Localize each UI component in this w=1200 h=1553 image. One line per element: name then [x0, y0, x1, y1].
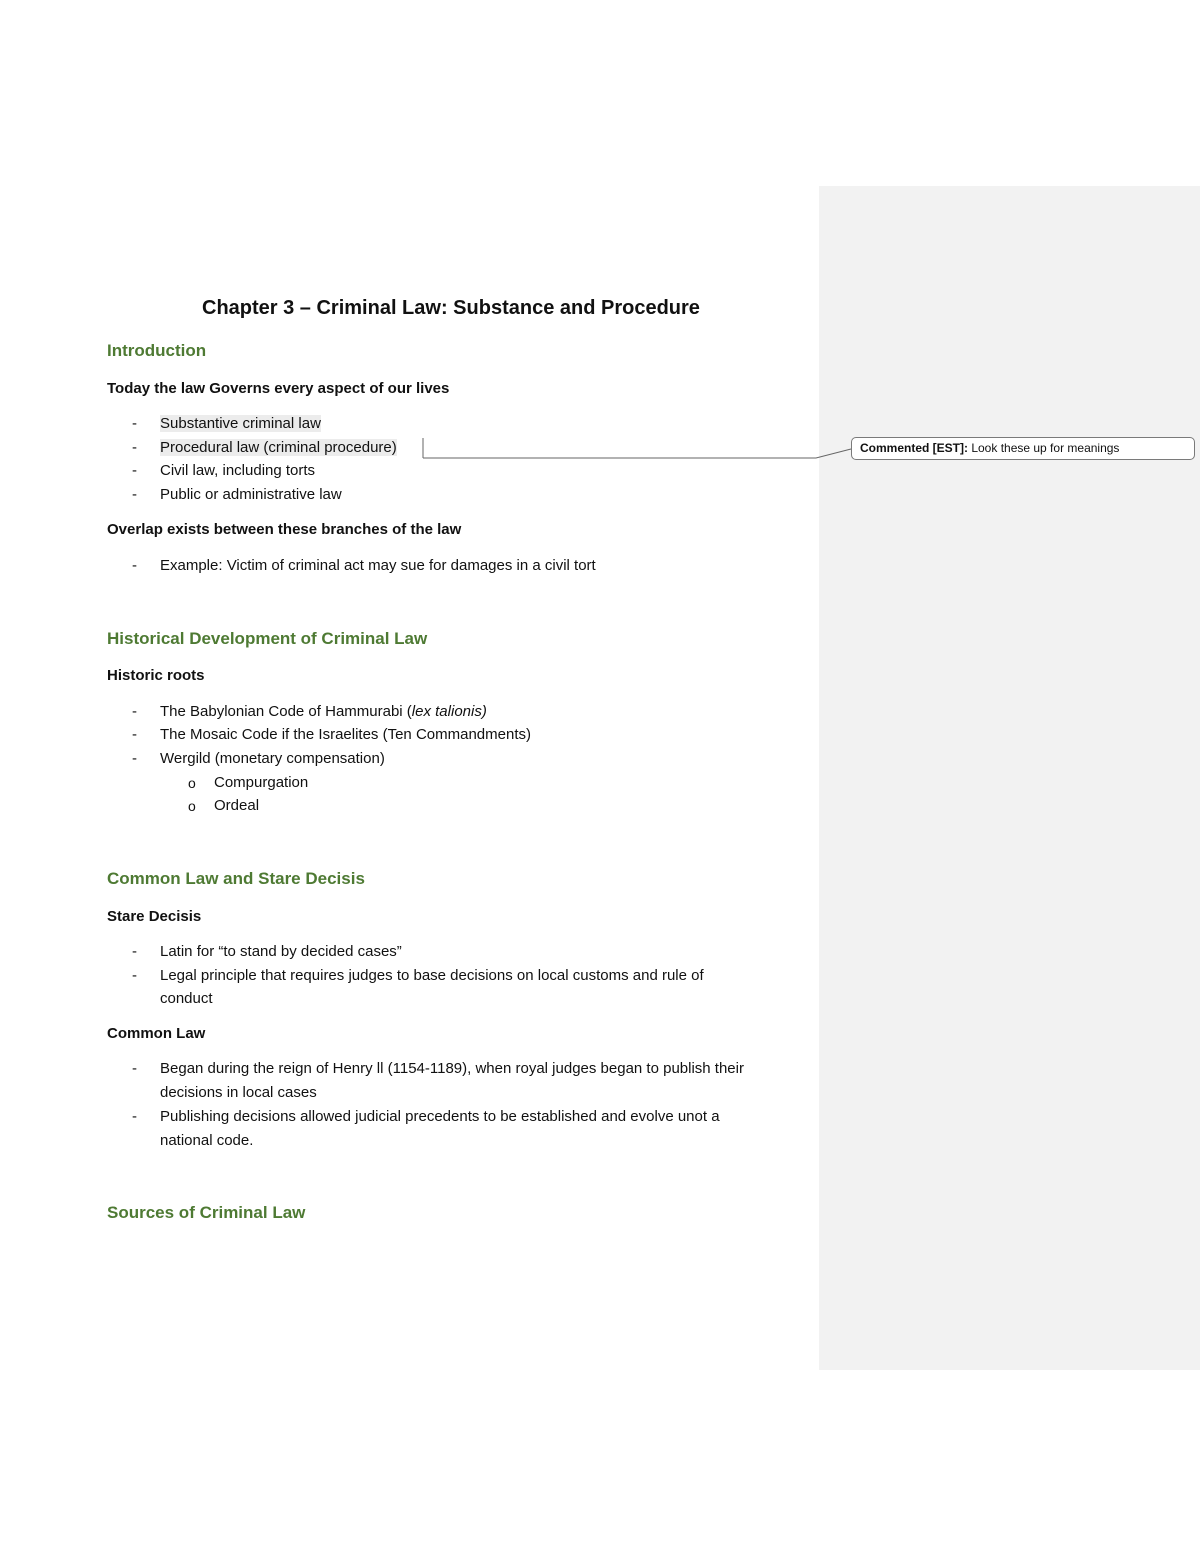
list-item-substantive: Substantive criminal law — [160, 415, 321, 432]
list-item-civil: Civil law, including torts — [160, 462, 316, 479]
list-dash: - — [132, 439, 137, 456]
list-item-publishing: Publishing decisions allowed judicial precedents to be established and evolve unot a — [160, 1108, 720, 1125]
common-law-paragraph: Common Law — [107, 1025, 206, 1042]
hammurabi-text: The Babylonian Code of Hammurabi ( — [160, 703, 412, 720]
sublist-bullet: o — [188, 798, 196, 814]
sublist-item-ordeal: Ordeal — [214, 797, 260, 814]
list-dash: - — [132, 486, 137, 503]
heading-sources: Sources of Criminal Law — [107, 1203, 306, 1222]
heading-common-law: Common Law and Stare Decisis — [107, 869, 365, 888]
lex-talionis: lex talionis) — [411, 703, 487, 720]
list-item-legal-principle-cont: conduct — [160, 990, 213, 1007]
heading-introduction: Introduction — [107, 341, 207, 360]
list-dash: - — [132, 1060, 137, 1077]
list-item-legal-principle: Legal principle that requires judges to base decisions on local customs and rule of — [160, 967, 704, 984]
list-dash: - — [132, 703, 137, 720]
list-item-mosaic: The Mosaic Code if the Israelites (Ten Commandments) — [160, 726, 531, 743]
sublist-item-compurgation: Compurgation — [214, 774, 309, 791]
list-item-procedural: Procedural law (criminal procedure) — [160, 439, 397, 456]
comment-balloon[interactable] — [851, 437, 1195, 460]
historic-roots-paragraph: Historic roots — [107, 667, 205, 684]
list-item-henry-cont: decisions in local cases — [160, 1084, 317, 1101]
list-item-hammurabi — [160, 703, 487, 720]
list-item-wergild: Wergild (monetary compensation) — [160, 750, 385, 767]
heading-historical: Historical Development of Criminal Law — [107, 629, 428, 648]
comment-text: Look these up for meanings — [968, 441, 1120, 455]
page-title: Chapter 3 – Criminal Law: Substance and Procedure — [202, 297, 700, 319]
list-dash: - — [132, 750, 137, 767]
list-dash: - — [132, 943, 137, 960]
list-dash: - — [132, 557, 137, 574]
list-item-publishing-cont: national code. — [160, 1132, 254, 1149]
list-item-henry: Began during the reign of Henry ll (1154-1189), when royal judges began to publish their — [160, 1060, 744, 1077]
list-dash: - — [132, 462, 137, 479]
list-item-public: Public or administrative law — [160, 486, 342, 503]
list-item-example: Example: Victim of criminal act may sue for damages in a civil tort — [160, 557, 596, 574]
list-dash: - — [132, 967, 137, 984]
list-dash: - — [132, 1108, 137, 1125]
sublist-bullet: o — [188, 775, 196, 791]
list-dash: - — [132, 726, 137, 743]
stare-decisis-paragraph: Stare Decisis — [107, 908, 202, 925]
list-item-latin: Latin for “to stand by decided cases” — [160, 943, 402, 960]
overlap-paragraph: Overlap exists between these branches of the law — [107, 521, 462, 538]
comment-label: Commented [EST]: — [860, 441, 968, 455]
intro-paragraph: Today the law Governs every aspect of our lives — [107, 380, 450, 397]
list-dash: - — [132, 415, 137, 432]
